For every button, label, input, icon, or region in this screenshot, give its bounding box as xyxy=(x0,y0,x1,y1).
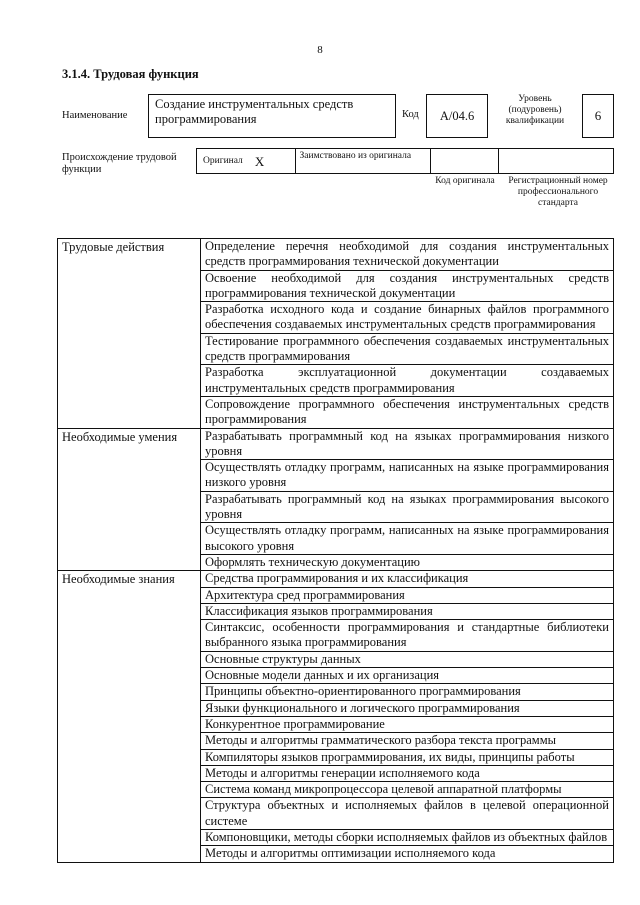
table-item: Методы и алгоритмы грамматического разбора текста программы xyxy=(201,733,614,749)
code-box: A/04.6 xyxy=(426,94,488,138)
table-item: Разрабатывать программный код на языках программирования низкого уровня xyxy=(201,428,614,460)
qualification-level-box: 6 xyxy=(582,94,614,138)
table-row xyxy=(58,428,614,460)
table-item: Освоение необходимой для создания инструментальных средств программирования технической документации xyxy=(201,270,614,302)
table-item: Система команд микропроцессора целевой аппаратной платформы xyxy=(201,782,614,798)
section-category: Необходимые умения xyxy=(58,428,201,571)
table-item: Конкурентное программирование xyxy=(201,716,614,732)
name-label: Наименование xyxy=(62,110,128,121)
page-number: 8 xyxy=(317,44,323,56)
table-item: Методы и алгоритмы оптимизации исполняемого кода xyxy=(201,846,614,862)
table-item: Структура объектных и исполняемых файлов в целевой операционной системе xyxy=(201,798,614,830)
table-item: Основные модели данных и их организация xyxy=(201,668,614,684)
table-item: Синтаксис, особенности программирования и стандартные библиотеки выбранного языка программирования xyxy=(201,620,614,652)
table-item: Осуществлять отладку программ, написанных на языке программирования высокого уровня xyxy=(201,523,614,555)
original-label: Оригинал xyxy=(203,155,243,166)
table-item: Разработка эксплуатационной документации создаваемых инструментальных средств программирования xyxy=(201,365,614,397)
table-item: Сопровождение программного обеспечения инструментальных средств программирования xyxy=(201,396,614,428)
origin-reg-cell xyxy=(499,149,613,173)
table-item: Архитектура сред программирования xyxy=(201,587,614,603)
table-item: Классификация языков программирования xyxy=(201,603,614,619)
table-item: Оформлять техническую документацию xyxy=(201,554,614,570)
table-item: Компоновщики, методы сборки исполняемых файлов из объектных файлов xyxy=(201,829,614,845)
table-item: Методы и алгоритмы генерации исполняемого кода xyxy=(201,765,614,781)
origin-label: Происхождение трудовой функции xyxy=(62,152,177,175)
table-row xyxy=(58,239,614,271)
original-mark: X xyxy=(254,153,265,169)
function-details-table xyxy=(57,238,614,863)
table-item: Принципы объектно-ориентированного программирования xyxy=(201,684,614,700)
table-item: Тестирование программного обеспечения создаваемых инструментальных средств программирования xyxy=(201,333,614,365)
table-item: Осуществлять отладку программ, написанных на языке программирования низкого уровня xyxy=(201,460,614,492)
table-item: Языки функционального и логического программирования xyxy=(201,700,614,716)
origin-code-cell xyxy=(431,149,499,173)
table-row xyxy=(58,571,614,587)
table-item: Средства программирования и их классификация xyxy=(201,571,614,587)
table-item: Определение перечня необходимой для создания инструментальных средств программирования технической документации xyxy=(201,239,614,271)
origin-original-cell xyxy=(197,149,296,173)
reg-number-caption: Регистрационный номер профессионального стандарта xyxy=(508,176,608,208)
code-label: Код xyxy=(402,109,419,120)
section-title: 3.1.4. Трудовая функция xyxy=(62,67,199,81)
section-category: Необходимые знания xyxy=(58,571,201,862)
table-item: Компиляторы языков программирования, их виды, принципы работы xyxy=(201,749,614,765)
origin-borrowed-cell: Заимствовано из оригинала xyxy=(296,149,431,173)
table-item: Разработка исходного кода и создание бинарных файлов программного обеспечения создаваемых инструментальных средств программирования xyxy=(201,302,614,334)
qualification-level-label: Уровень (подуровень) квалификации xyxy=(505,94,565,126)
code-original-caption: Код оригинала xyxy=(435,176,495,186)
origin-table xyxy=(196,148,614,174)
section-category: Трудовые действия xyxy=(58,239,201,429)
table-item: Основные структуры данных xyxy=(201,651,614,667)
function-name-box: Создание инструментальных средств программирования xyxy=(148,94,396,138)
table-item: Разрабатывать программный код на языках программирования высокого уровня xyxy=(201,491,614,523)
